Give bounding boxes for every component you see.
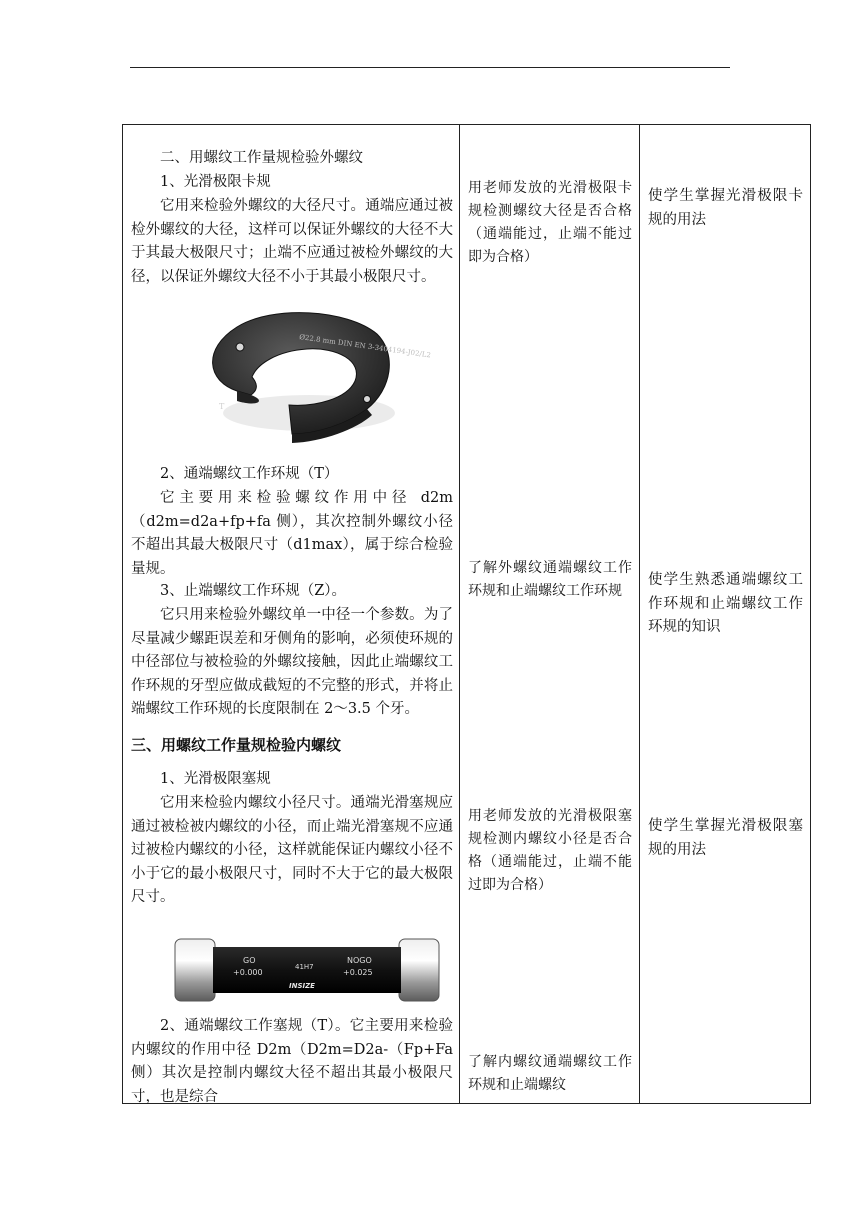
subsection-snap-gauge-title: 1、光滑极限卡规 — [160, 174, 271, 190]
plug-gauge-image — [171, 933, 443, 1007]
goal-ring-gauges: 使学生熟悉通端螺纹工作环规和止端螺纹工作环规的知识 — [648, 572, 803, 636]
goal-plug-gauge: 使学生掌握光滑极限塞规的用法 — [648, 818, 803, 858]
ring-gauge-nogo-text: 它只用来检验外螺纹单一中径一个参数。为了尽量减少螺距误差和牙侧角的影响，必须使环规的中径部位与被检验的外螺纹接触，因此止端螺纹工作环规的牙型应做成截短的不完整的形式，并将止端螺纹工作环规的长度限制在 2～3.5 个牙。 — [131, 607, 453, 718]
header-rule — [130, 67, 730, 68]
activity-column — [460, 125, 640, 1104]
ring-gauge-go-text: 它主要用来检验螺纹作用中径 d2m（d2m=d2a+fp+fa 侧），其次控制外螺纹小径不超出其最大极限尺寸（d1max），属于综合检验量规。 — [131, 490, 453, 577]
activity-plug-thread-gauges: 了解内螺纹通端螺纹工作环规和止端螺纹 — [468, 1054, 632, 1093]
plug-gauge-go-label: GO — [243, 956, 256, 965]
snap-gauge-image — [197, 309, 432, 451]
lesson-plan-table — [122, 124, 811, 1104]
plug-gauge-brand: INSIZE — [289, 982, 315, 990]
plug-gauge-text: 它用来检验内螺纹小径尺寸。通端光滑塞规应通过被检被内螺纹的小径，而止端光滑塞规不应通过被检内螺纹的小径，这样就能保证内螺纹小径不小于它的最小极限尺寸，同时不大于它的最大极限尺寸。 — [131, 795, 453, 906]
snap-gauge-lettering: Ø22.8 mm DIN EN 3-3404194-J02/L2 — [298, 333, 432, 360]
content-column — [123, 125, 460, 1104]
section-title-internal-thread: 三、用螺纹工作量规检验内螺纹 — [131, 736, 342, 754]
activity-snap-gauge: 用老师发放的光滑极限卡规检测螺纹大径是否合格（通端能过，止端不能过即为合格） — [468, 180, 632, 265]
activity-plug-gauge: 用老师发放的光滑极限塞规检测内螺纹小径是否合格（通端能过，止端不能过即为合格） — [468, 808, 632, 893]
section-title-external-thread: 二、用螺纹工作量规检验外螺纹 — [160, 150, 363, 166]
subsection-ring-gauge-go-title: 2、通端螺纹工作环规（T） — [160, 466, 339, 482]
snap-gauge-text: 它用来检验外螺纹的大径尺寸。通端应通过被检外螺纹的大径，这样可以保证外螺纹的大径不大于其最大极限尺寸；止端不应通过被检外螺纹的大径，以保证外螺纹大径不小于其最小极限尺寸。 — [131, 198, 453, 285]
plug-gauge-size: 41H7 — [295, 963, 314, 971]
plug-gauge-go-text: 2、通端螺纹工作塞规（T）。它主要用来检验内螺纹的作用中径 D2m（D2m=D2a-（Fp+Fa 侧）其次是控制内螺纹大径不超出其最小极限尺寸，也是综合 — [131, 1018, 453, 1105]
activity-ring-gauges: 了解外螺纹通端螺纹工作环规和止端螺纹工作环规 — [468, 560, 632, 599]
plug-gauge-go-value: +0.000 — [233, 968, 263, 977]
goal-snap-gauge: 使学生掌握光滑极限卡规的用法 — [648, 188, 803, 228]
plug-gauge-nogo-label: NOGO — [347, 956, 372, 965]
plug-gauge-nogo-value: +0.025 — [343, 968, 373, 977]
subsection-plug-gauge-title: 1、光滑极限塞规 — [160, 771, 271, 787]
snap-gauge-tag: T — [219, 402, 225, 411]
goal-column — [640, 125, 811, 1104]
subsection-ring-gauge-nogo-title: 3、止端螺纹工作环规（Z）。 — [160, 583, 347, 599]
